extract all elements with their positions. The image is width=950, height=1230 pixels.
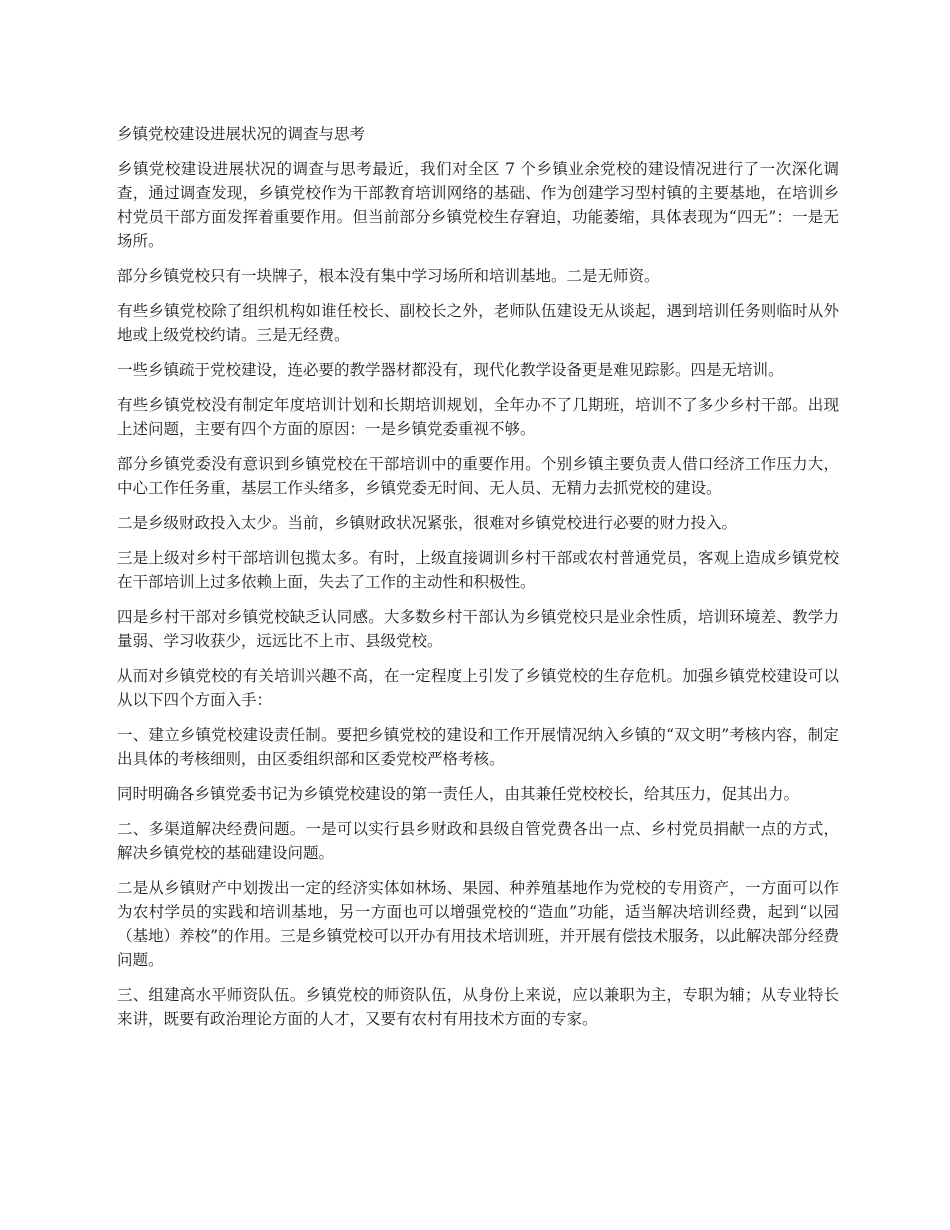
paragraph-transition: 从而对乡镇党校的有关培训兴趣不高，在一定程度上引发了乡镇党校的生存危机。加强乡镇党校建设可以从以下四个方面入手： [117,667,839,709]
paragraph-cause-three: 三是上级对乡村干部培训包揽太多。有时，上级直接调训乡村干部或农村普通党员，客观上造成乡镇党校在干部培训上过多依赖上面，失去了工作的主动性和积极性。 [117,549,839,591]
paragraph-measure-two: 二、多渠道解决经费问题。一是可以实行县乡财政和县级自管党费各出一点、乡村党员捐献一点的方式，解决乡镇党校的基础建设问题。 [117,820,839,862]
paragraph-cause-four: 四是乡村干部对乡镇党校缺乏认同感。大多数乡村干部认为乡镇党校只是业余性质，培训环境差、教学力量弱、学习收获少，远远比不上市、县级党校。 [117,608,839,650]
paragraph-no-funding: 一些乡镇疏于党校建设，连必要的教学器材都没有，现代化教学设备更是难见踪影。四是无培训。 [117,361,784,379]
paragraph-intro: 乡镇党校建设进展状况的调查与思考最近，我们对全区 7 个乡镇业余党校的建设情况进行了一次深化调查，通过调查发现，乡镇党校作为干部教育培训网络的基础、作为创建学习型村镇的主要基地，在培训乡村党员干部方面发挥着重要作用。但当前部分乡镇党校生存窘迫，功能萎缩，具体表现为“四无”：一是无场所。 [117,160,839,250]
paragraph-cause-one: 部分乡镇党委没有意识到乡镇党校在干部培训中的重要作用。个别乡镇主要负责人借口经济工作压力大，中心工作任务重，基层工作头绪多，乡镇党委无时间、无人员、无精力去抓党校的建设。 [117,455,839,497]
paragraph-cause-two: 二是乡级财政投入太少。当前，乡镇财政状况紧张，很难对乡镇党校进行必要的财力投入。 [117,514,738,532]
paragraph-measure-one-detail: 同时明确各乡镇党委书记为乡镇党校建设的第一责任人，由其兼任党校校长，给其压力，促其出力。 [117,785,800,803]
paragraph-no-venue: 部分乡镇党校只有一块牌子，根本没有集中学习场所和培训基地。二是无师资。 [117,267,660,285]
document-title: 乡镇党校建设进展状况的调查与思考 [117,125,366,143]
paragraph-no-training: 有些乡镇党校没有制定年度培训计划和长期培训规划，全年办不了几期班，培训不了多少乡村干部。出现上述问题，主要有四个方面的原因：一是乡镇党委重视不够。 [117,396,839,438]
paragraph-measure-two-detail: 二是从乡镇财产中划拨出一定的经济实体如林场、果园、种养殖基地作为党校的专用资产，一方面可以作为农村学员的实践和培训基地，另一方面也可以增强党校的“造血”功能，适当解决培训经费，起到“以园（基地）养校”的作用。三是乡镇党校可以开办有用技术培训班，并开展有偿技术服务，以此解决部分经费问题。 [117,879,839,969]
paragraph-measure-one: 一、建立乡镇党校建设责任制。要把乡镇党校的建设和工作开展情况纳入乡镇的“双文明”考核内容，制定出具体的考核细则，由区委组织部和区委党校严格考核。 [117,726,839,768]
paragraph-measure-three: 三、组建高水平师资队伍。乡镇党校的师资队伍，从身份上来说，应以兼职为主，专职为辅；从专业特长来讲，既要有政治理论方面的人才，又要有农村有用技术方面的专家。 [117,986,839,1028]
paragraph-no-teachers: 有些乡镇党校除了组织机构如谁任校长、副校长之外，老师队伍建设无从谈起，遇到培训任务则临时从外地或上级党校约请。三是无经费。 [117,302,839,344]
document-page [117,122,839,1042]
